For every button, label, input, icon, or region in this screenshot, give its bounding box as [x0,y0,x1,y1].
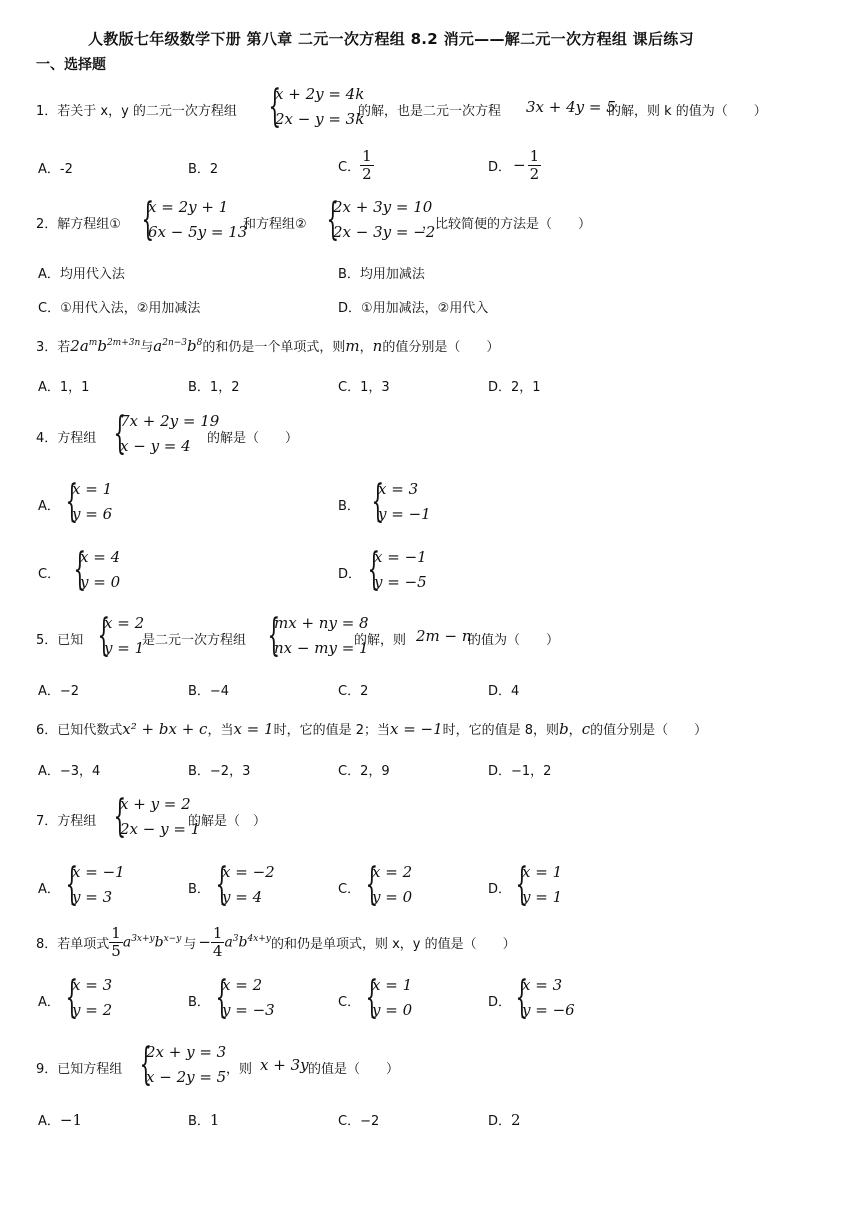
brace-icon: { [215,859,229,910]
brace-icon: { [367,544,381,595]
brace-icon: { [113,791,127,842]
q9-option-b[interactable]: B． 1 [188,1111,220,1129]
q8-option-d[interactable]: { x = 3 y = −6 [515,972,575,1023]
denominator: 2 [529,164,540,183]
q5-stem-end: 的值为（ ） [468,633,560,648]
q7-option-b-label[interactable]: B． [188,882,210,897]
q5-system: { mx + ny = 8 nx − my = 1 [267,610,369,661]
q5-stem-mid: 是二元一次方程组 [142,633,247,648]
q5-stem-pre: 5．已知 [36,633,84,648]
q1-stem-pre: 1．若关于 x，y 的二元一次方程组 [36,104,237,119]
numerator: 1 [362,146,372,165]
q1-option-b[interactable]: B．2 [188,162,219,177]
q6-var-b: b [559,720,569,738]
q9-stem-pre: 9．已知方程组 [36,1062,123,1077]
minus-sign: − [198,933,211,951]
q1-system [263,82,364,132]
comma: ， [359,340,373,355]
q6-option-d[interactable]: D．−1，2 [488,764,552,779]
brace-icon: { [141,194,155,245]
brace-icon: { [65,476,79,527]
brace-icon: { [65,972,79,1023]
q3-stem-post: 的和仍是一个单项式，则 [202,340,346,355]
numerator: 1 [529,146,540,165]
q6-stem-end: 的值分别是（ ） [590,723,708,738]
q8-option-a[interactable]: { x = 3 y = 2 [65,972,113,1023]
q2-option-b[interactable]: B．均用加减法 [338,267,425,282]
q4-option-a-label[interactable]: A． [38,499,60,514]
q4-stem-post: 的解是（ ） [207,431,299,446]
q1-equation: 3x + 4y = 5 [526,98,616,116]
q2-stem-mid: 和方程组② [243,217,307,232]
q5-expression: 2m − n [416,627,472,645]
q4-option-c[interactable]: { x = 4 y = 0 [73,544,121,595]
q3-term-1: $2a^mb^{2m+3n}$ [70,337,141,355]
q8-option-c[interactable]: { x = 1 y = 0 [365,972,413,1023]
brace-icon: { [267,610,281,661]
fraction: $\frac{1}{4}$ [212,923,223,960]
q8-option-d-label[interactable]: D． [488,995,512,1010]
q7-option-c[interactable]: { x = 2 y = 0 [365,859,413,910]
q3-option-a[interactable]: A．1，1 [38,380,90,395]
q1-option-c-label: C． [338,159,361,175]
q7-option-a[interactable]: { x = −1 y = 3 [65,859,125,910]
q7-option-a-label[interactable]: A． [38,882,60,897]
q5-stem-post: 的解，则 [354,633,407,648]
q6-option-c[interactable]: C．2，9 [338,764,390,779]
q6-stem: 6．已知代数式 x² + bx + c ，当 x = 1 时，它的值是 2；当 x = −1 时，它的值是 8，则 b ， c 的值分别是（ ） [36,720,708,738]
q6-option-a[interactable]: A．−3，4 [38,764,101,779]
q3-var-n: n [372,337,383,355]
q9-option-d[interactable]: D． 2 [488,1111,521,1129]
fraction [360,148,374,183]
q2-system-2 [321,195,435,245]
q2-eq1: x = 2y + 1 [148,198,229,216]
q7-stem-post: 的解是（ ） [188,814,267,829]
q4-eq2: x − y = 4 [120,437,191,455]
minus-sign: − [513,156,526,174]
q7-system: { x + y = 2 2x − y = 1 [113,791,201,842]
q7-option-d[interactable]: { x = 1 y = 1 [515,859,563,910]
document-title: 人教版七年级数学下册 第八章 二元一次方程组 8.2 消元——解二元一次方程组 课后练习 [88,30,694,48]
q8-stem-end: 的和仍是单项式，则 x，y 的值是（ ） [270,936,516,952]
q9-stem-end: 的值是（ ） [308,1062,400,1077]
q2-eq3: 2x + 3y = 10 [333,198,433,216]
q9-system: { 2x + y = 3 x − 2y = 5 [139,1039,227,1090]
q8-option-a-label[interactable]: A． [38,995,60,1010]
q4-option-d-label[interactable]: D． [338,567,362,582]
q1-eq1: x + 2y = 4k [275,85,365,103]
q9-option-c[interactable]: C． −2 [338,1114,380,1129]
q4-option-b[interactable]: { x = 3 y = −1 [371,476,431,527]
brace-icon: { [139,1039,153,1090]
q2-eq4: 2x − 3y = −2 [333,223,436,241]
q6-condition-2: x = −1 [389,720,443,738]
q8-option-b[interactable]: { x = 2 y = −3 [215,972,275,1023]
q1-stem-mid: 的解，也是二元一次方程 [358,104,502,119]
q8-stem: 8．若单项式 $\frac{1}{5}$ $a^{3x+y}b^{x-y}$ 与 − $\frac{1}{4}$ $a^3b^{4x+y}$ 的和仍是单项式，则 x，y 的值是（ ） [36,923,516,960]
q1-option-d[interactable] [488,145,541,185]
q8-stem-pre: 8．若单项式 [36,936,110,952]
q2-option-c[interactable]: C．①用代入法，②用加减法 [38,301,201,316]
q4-system [108,409,219,459]
q4-option-d[interactable]: { x = −1 y = −5 [367,544,427,595]
q3-option-b[interactable]: B．1，2 [188,380,240,395]
q6-var-c: c [581,720,591,738]
q2-stem-pre: 2．解方程组① [36,217,121,232]
brace-icon: { [365,859,379,910]
q9-option-a[interactable]: A． −1 [38,1111,83,1129]
q2-option-d[interactable]: D．①用加减法，②用代入 [338,301,489,316]
q8-monomial-2: $a^3b^{4x+y}$ [224,933,271,951]
q5-option-a[interactable]: A．−2 [38,684,80,699]
brace-icon: { [268,81,282,132]
q8-option-b-label[interactable]: B． [188,995,210,1010]
q9-expression: x + 3y [260,1056,309,1074]
q8-option-c-label[interactable]: C． [338,995,361,1010]
q6-option-b[interactable]: B．−2，3 [188,764,251,779]
q1-stem-post: 的解，则 k 的值为（ ） [608,104,767,119]
q2-stem-post: ，比较简便的方法是（ ） [422,217,592,232]
q4-eq1: 7x + 2y = 19 [120,412,220,430]
q4-option-b-label[interactable]: B． [338,499,360,514]
brace-icon: { [97,610,111,661]
denominator: 2 [362,164,372,183]
q1-eq2: 2x − y = 3k [275,110,365,128]
brace-icon: { [515,972,529,1023]
q6-expression: x² + bx + c [122,720,208,738]
q3-stem [36,336,499,355]
q5-option-d[interactable]: D．4 [488,684,520,699]
q5-option-b[interactable]: B．−4 [188,684,230,699]
q5-option-c[interactable]: C．2 [338,684,369,699]
q6-stem-pre: 6．已知代数式 [36,723,123,738]
q3-var-m: m [345,337,360,355]
fraction: $\frac{1}{5}$ [111,923,121,960]
q8-monomial-1: $a^{3x+y}b^{x-y}$ [122,933,182,951]
q7-option-d-label[interactable]: D． [488,882,512,897]
q3-stem-pre: 3．若 [36,340,71,355]
brace-icon: { [515,859,529,910]
q2-option-a[interactable]: A．均用代入法 [38,267,125,282]
section-heading: 一、选择题 [36,57,106,73]
brace-icon: { [73,544,87,595]
q1-option-c[interactable] [338,145,374,185]
q7-option-c-label[interactable]: C． [338,882,361,897]
q3-term-2: $a^{2n-3}b^8$ [153,337,203,355]
brace-icon: { [326,194,340,245]
q5-solution: { x = 2 y = 1 [97,610,145,661]
q3-stem-end: 的值分别是（ ） [382,340,500,355]
fraction [528,148,542,183]
q1-option-d-label: D． [488,159,512,175]
q7-option-b[interactable]: { x = −2 y = 4 [215,859,275,910]
q3-option-c[interactable]: C．1，3 [338,380,390,395]
q4-option-c-label[interactable]: C． [38,567,61,582]
brace-icon: { [371,476,385,527]
q2-system-1 [136,195,247,245]
q4-option-a[interactable]: { x = 1 y = 6 [65,476,113,527]
q1-option-a[interactable]: A．-2 [38,162,73,177]
q6-condition-1: x = 1 [233,720,274,738]
brace-icon: { [215,972,229,1023]
q9-stem-mid: ，则 [226,1062,253,1077]
q4-stem-pre: 4．方程组 [36,431,97,446]
q3-stem-mid: 与 [140,340,154,355]
q3-option-d[interactable]: D．2，1 [488,380,541,395]
brace-icon: { [113,408,127,459]
brace-icon: { [65,859,79,910]
brace-icon: { [365,972,379,1023]
q7-stem-pre: 7．方程组 [36,814,97,829]
q2-eq2: 6x − 5y = 13 [148,223,248,241]
